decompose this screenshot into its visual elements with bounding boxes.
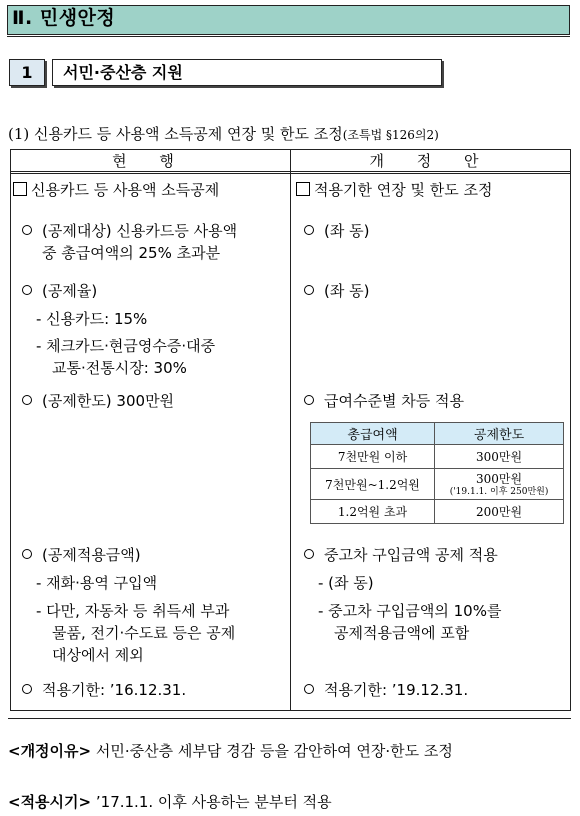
circle-bullet-icon: [22, 549, 32, 559]
current-rate-credit: - 신용카드: 15%: [36, 310, 148, 328]
reason-label: <개정이유>: [8, 742, 92, 760]
revised-limit: 급여수준별 차등 적용: [304, 390, 464, 412]
table-row: [311, 500, 564, 524]
current-amount-goods: - 재화·용역 구입액: [36, 574, 158, 592]
inner-cell-limit: 300만원: [435, 445, 564, 469]
effective-label: <적용시기>: [8, 793, 92, 811]
inner-cell-note: ('19.1.1. 이후 250만원): [449, 487, 549, 497]
current-deadline: 적용기한: ’16.12.31.: [22, 679, 186, 701]
limit-by-salary-table: [310, 422, 564, 524]
current-title: 신용카드 등 사용액 소득공제: [13, 179, 219, 201]
revised-target: (좌 동): [304, 220, 369, 242]
column-header-current: 현 행: [112, 152, 188, 170]
current-limit: (공제한도) 300만원: [22, 390, 174, 412]
revised-rate: (좌 동): [304, 280, 369, 302]
checkbox-square-icon: [13, 182, 27, 196]
section-title: Ⅱ. 민생안정: [12, 7, 116, 29]
revised-amount-used-cont: 공제적용금액에 포함: [334, 624, 470, 642]
inner-cell-limit-with-note: 300만원 ('19.1.1. 이후 250만원): [435, 469, 564, 500]
effective-text: ’17.1.1. 이후 사용하는 분부터 적용: [95, 793, 332, 811]
table-column-divider: [290, 149, 291, 711]
revised-amount: 중고차 구입금액 공제 적용: [304, 544, 498, 566]
inner-cell-salary: 1.2억원 초과: [311, 500, 435, 524]
table-row: [311, 469, 564, 500]
circle-bullet-icon: [22, 225, 32, 235]
revised-amount-same: - (좌 동): [318, 574, 374, 592]
current-amount-except-cont: 물품, 전기·수도료 등은 공제: [52, 624, 236, 642]
banner-underline: [7, 36, 570, 37]
inner-table-header-row: [311, 423, 564, 445]
column-header-revised: 개 정 안: [369, 152, 493, 170]
item-heading-ref: (조특법 §126의2): [342, 128, 439, 142]
reason-line: [8, 740, 453, 761]
effective-line: [8, 791, 332, 812]
table-row: [311, 445, 564, 469]
current-rate-check-cont: 교통·전통시장: 30%: [52, 359, 187, 377]
item-heading-main: (1) 신용카드 등 사용액 소득공제 연장 및 한도 조정: [8, 125, 343, 143]
inner-cell-salary: 7천만원~1.2억원: [311, 469, 435, 500]
circle-bullet-icon: [304, 549, 314, 559]
circle-bullet-icon: [304, 395, 314, 405]
circle-bullet-icon: [22, 684, 32, 694]
circle-bullet-icon: [304, 684, 314, 694]
subsection-number: 1: [9, 59, 45, 86]
inner-header-salary: 총급여액: [311, 423, 435, 445]
item-heading: [8, 123, 439, 144]
checkbox-square-icon: [296, 182, 310, 196]
current-amount-except: - 다만, 자동차 등 취득세 부과: [36, 602, 230, 620]
current-rate: (공제율): [22, 280, 97, 302]
circle-bullet-icon: [304, 285, 314, 295]
current-target-cont: 중 총급여액의 25% 초과분: [42, 244, 221, 262]
current-target: (공제대상) 신용카드등 사용액: [22, 220, 237, 242]
table-header-rule: [10, 171, 571, 172]
inner-header-limit: 공제한도: [435, 423, 564, 445]
inner-cell-salary: 7천만원 이하: [311, 445, 435, 469]
revised-title: 적용기한 연장 및 한도 조정: [296, 179, 492, 201]
circle-bullet-icon: [22, 285, 32, 295]
reason-text: 서민·중산층 세부담 경감 등을 감안하여 연장·한도 조정: [95, 742, 453, 760]
inner-cell-limit: 200만원: [435, 500, 564, 524]
subsection-title: 서민·중산층 지원: [52, 59, 442, 86]
current-amount: (공제적용금액): [22, 544, 141, 566]
revised-amount-used: - 중고차 구입금액의 10%를: [318, 602, 502, 620]
table-header-rule-double: [10, 173, 571, 174]
revised-deadline: 적용기한: ’19.12.31.: [304, 679, 468, 701]
table-bottom-rule: [8, 718, 571, 719]
circle-bullet-icon: [22, 395, 32, 405]
current-rate-check: - 체크카드·현금영수증·대중: [36, 337, 216, 355]
current-amount-except-cont2: 대상에서 제외: [52, 646, 144, 664]
circle-bullet-icon: [304, 225, 314, 235]
